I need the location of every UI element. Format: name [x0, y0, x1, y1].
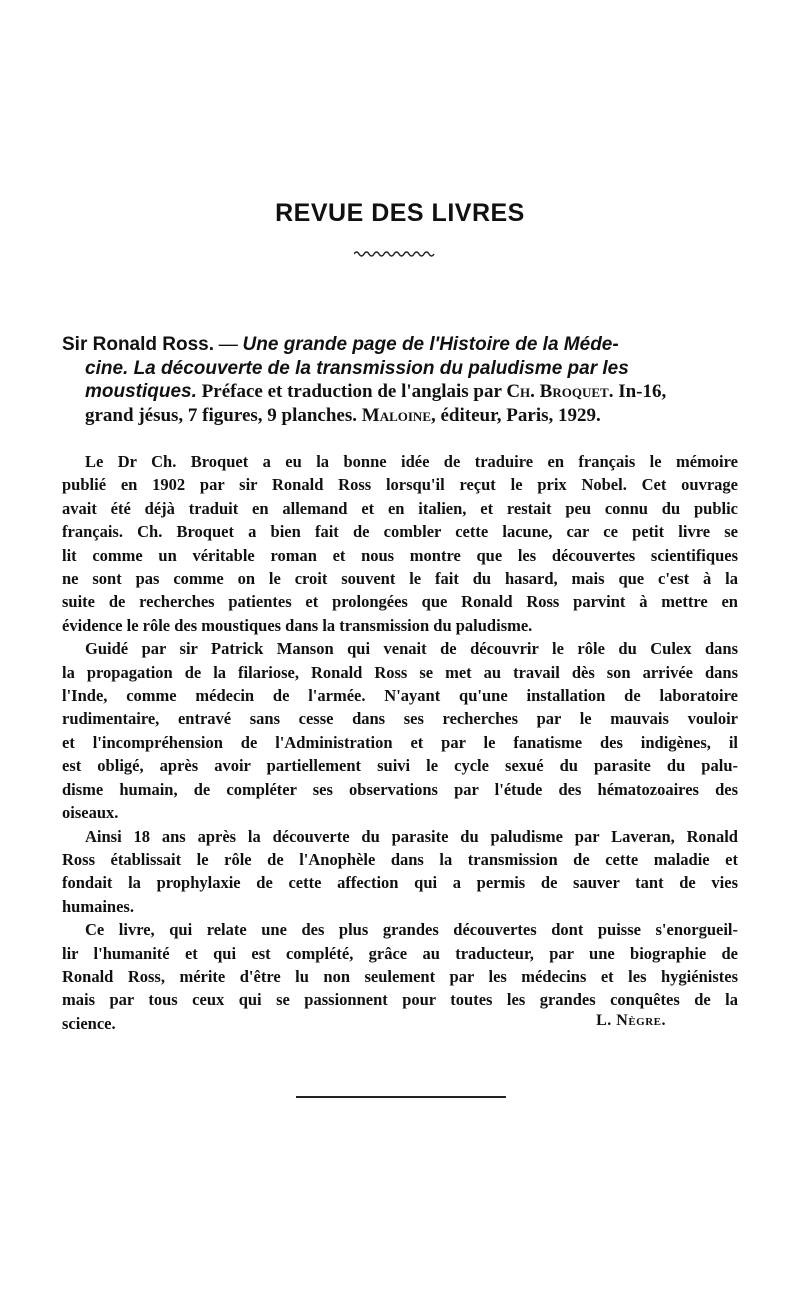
body-line: lit comme un véritable roman et nous montre que les découvertes scientifiques — [62, 545, 738, 565]
review-heading — [62, 333, 738, 427]
body-line: Ce livre, qui relate une des plus grandes découvertes dont puisse s'enorgueil- — [85, 920, 738, 940]
review-title-part-3: moustiques. — [85, 381, 197, 402]
wave-ornament — [354, 246, 436, 258]
body-line: suite de recherches patientes et prolongées que Ronald Ross parvint à mettre en — [62, 592, 738, 612]
review-format: . In-16, — [608, 381, 667, 402]
body-line: ne sont pas comme on le croit souvent le fait du hasard, mais que c'est à la — [62, 569, 738, 589]
review-preface-info: Préface et traduction de l'anglais par — [201, 381, 502, 402]
review-publisher: Maloine — [361, 404, 431, 426]
body-line: lir l'humanité et qui est complété, grâce au traducteur, par une biographie de — [62, 943, 738, 963]
review-title-part-1: Une grande page de l'Histoire de la Méde- — [242, 334, 619, 355]
section-title: REVUE DES LIVRES — [275, 199, 525, 227]
body-line: oiseaux. — [62, 803, 119, 823]
body-line: Le Dr Ch. Broquet a eu la bonne idée de traduire en français le mémoire — [85, 452, 738, 471]
body-line: Guidé par sir Patrick Manson qui venait de découvrir le rôle du Culex dans — [85, 639, 738, 659]
body-line: évidence le rôle des moustiques dans la transmission du paludisme. — [62, 615, 533, 635]
review-dash: — — [218, 334, 238, 355]
body-line: l'Inde, comme médecin de l'armée. N'ayant qu'une installation de laboratoire — [62, 686, 738, 706]
reviewer-signature: L. Nègre. — [596, 1012, 666, 1029]
body-line: science. — [62, 1013, 116, 1033]
review-title-part-2: cine. La découverte de la transmission du paludisme par les — [85, 357, 629, 379]
review-author: Sir Ronald Ross. — [62, 334, 215, 355]
body-line: Ainsi 18 ans après la découverte du parasite du paludisme par Laveran, Ronald — [85, 826, 738, 846]
body-line: publié en 1902 par sir Ronald Ross lorsqu'il reçut le prix Nobel. Cet ouvrage — [62, 475, 738, 495]
body-line: humaines. — [62, 896, 134, 916]
body-line: rudimentaire, entravé sans cesse dans ses recherches par le mauvais vouloir — [62, 709, 738, 729]
body-line: français. Ch. Broquet a bien fait de combler cette lacune, car ce petit livre se — [62, 522, 738, 542]
body-line: disme humain, de compléter ses observations par l'étude des hématozoaires des — [62, 779, 738, 799]
body-line: la propagation de la filariose, Ronald Ross se met au travail dès son arrivée dans — [62, 662, 738, 682]
review-physical-info: grand jésus, 7 figures, 9 planches. — [85, 404, 358, 426]
body-line: Ronald Ross, mérite d'être lu non seulement par les médecins et les hygiénistes — [62, 966, 738, 986]
body-line: mais par tous ceux qui se passionnent pour toutes les grandes conquêtes de la — [62, 990, 738, 1010]
review-imprint: , éditeur, Paris, 1929. — [431, 404, 601, 426]
body-line: Ross établissait le rôle de l'Anophèle dans la transmission de cette maladie et — [62, 849, 738, 869]
review-translator: Ch. Broquet — [506, 381, 609, 402]
body-line: fondait la prophylaxie de cette affection qui a permis de sauver tant de vies — [62, 873, 738, 893]
body-line: est obligé, après avoir partiellement suivi le cycle sexué du parasite du palu- — [62, 756, 738, 776]
review-body — [62, 450, 738, 1035]
body-line: avait été déjà traduit en allemand et en italien, et restait peu connu du public — [62, 498, 738, 518]
body-line: et l'incompréhension de l'Administration et par le fanatisme des indigènes, il — [62, 732, 738, 752]
closing-rule — [296, 1096, 506, 1098]
